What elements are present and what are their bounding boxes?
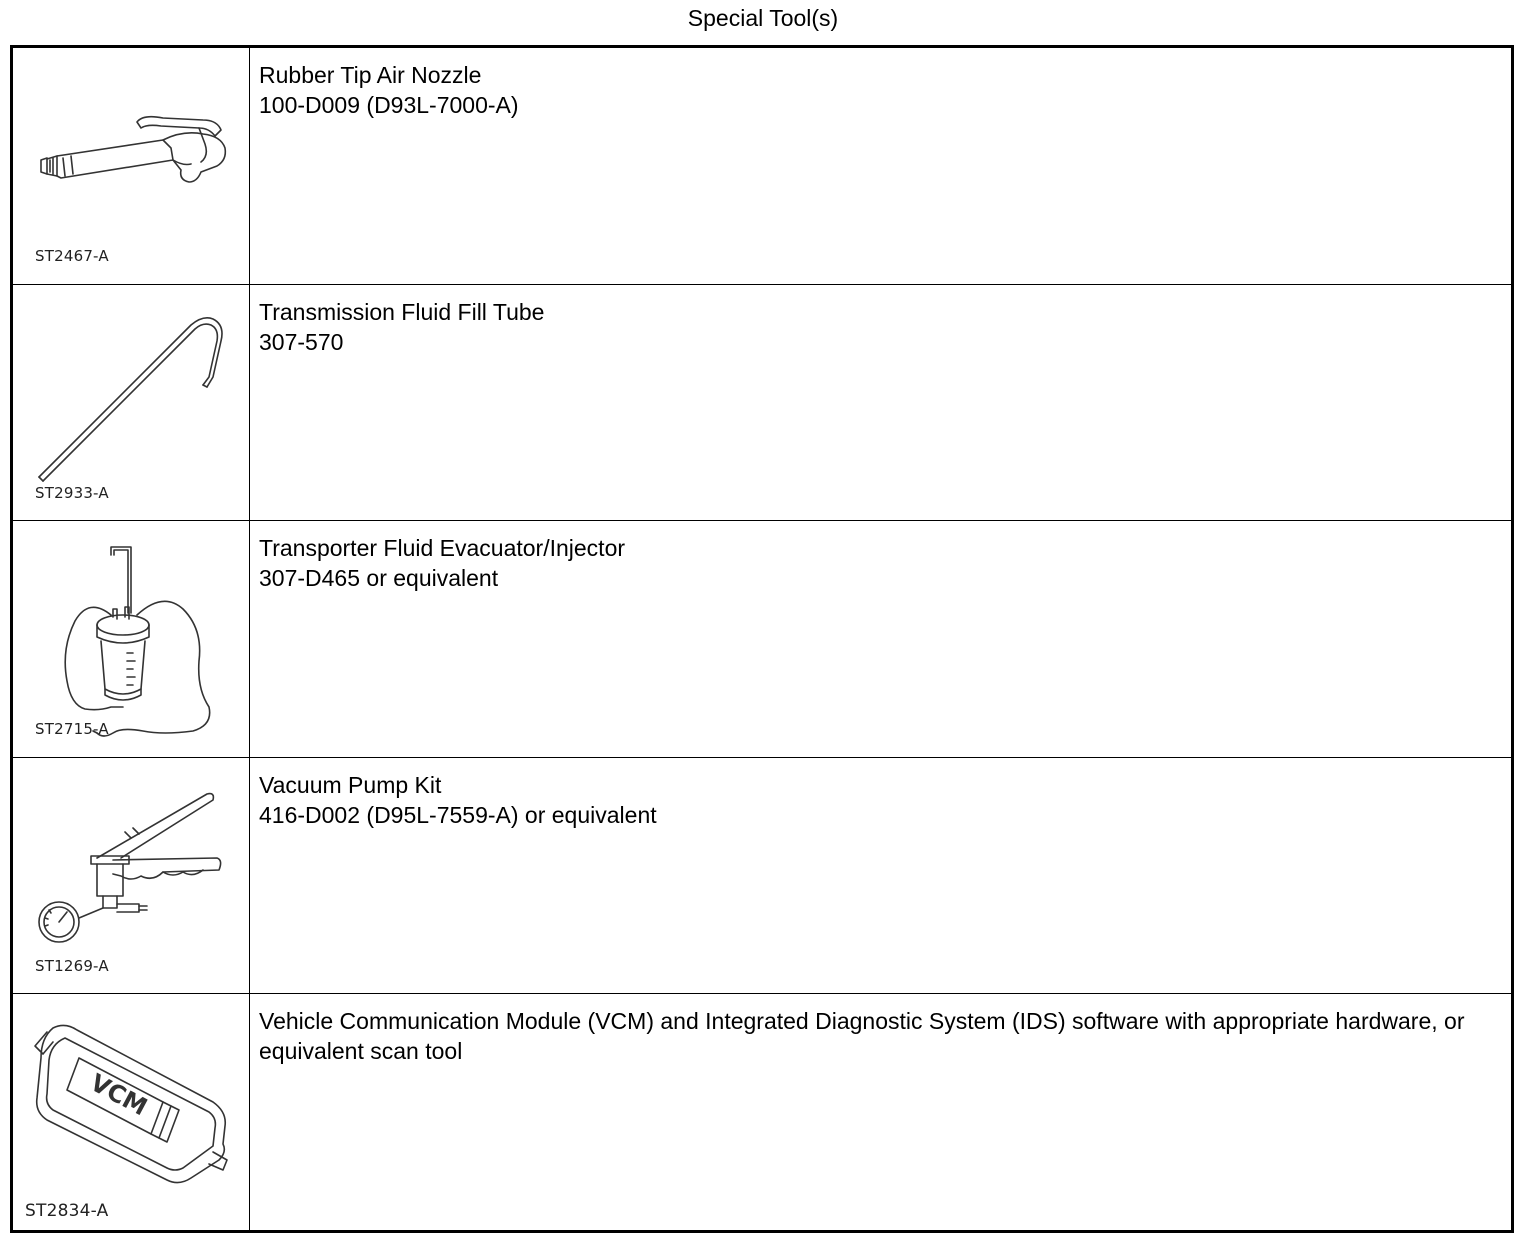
tool-description-cell: [250, 47, 1513, 285]
table-row: [12, 47, 1513, 285]
table-row: [12, 994, 1513, 1232]
vcm-module-icon: [13, 994, 249, 1229]
tool-image-label: ST2834-A: [25, 1201, 109, 1222]
tool-name: Vacuum Pump Kit: [259, 771, 442, 798]
tool-description-cell: [250, 994, 1513, 1232]
tool-image-cell: [12, 994, 250, 1232]
table-row: [12, 521, 1513, 758]
table-row: [12, 757, 1513, 994]
tool-image-label: ST1269-A: [35, 956, 109, 975]
special-tools-table: [10, 45, 1514, 1233]
tool-image-cell: [12, 47, 250, 285]
tool-image-label: ST2467-A: [35, 247, 109, 265]
tool-description-cell: [250, 521, 1513, 758]
page-title: Special Tool(s): [687, 5, 839, 31]
tool-image-label: ST2933-A: [35, 483, 109, 502]
tool-number: 416-D002 (D95L-7559-A) or equivalent: [259, 801, 657, 828]
tool-number: 100-D009 (D93L-7000-A): [259, 92, 519, 118]
vcm-logo-text: VCM: [85, 1068, 152, 1122]
tool-number: 307-570: [259, 328, 344, 355]
tool-name: Vehicle Communication Module (VCM) and Integrated Diagnostic System (IDS) software with appropriate hardware, or equivalent scan tool: [259, 1008, 1465, 1065]
tool-image-cell: [12, 757, 250, 994]
tool-image-cell: [12, 284, 250, 521]
tool-description-cell: [250, 284, 1513, 521]
tool-name: Rubber Tip Air Nozzle: [259, 62, 482, 88]
tool-description-cell: [250, 757, 1513, 994]
table-row: [12, 284, 1513, 521]
tool-name: Transporter Fluid Evacuator/Injector: [259, 535, 626, 562]
tool-name: Transmission Fluid Fill Tube: [259, 298, 545, 325]
tool-image-cell: [12, 521, 250, 758]
tool-image-label: ST2715-A: [35, 720, 109, 739]
tool-number: 307-D465 or equivalent: [259, 565, 499, 592]
